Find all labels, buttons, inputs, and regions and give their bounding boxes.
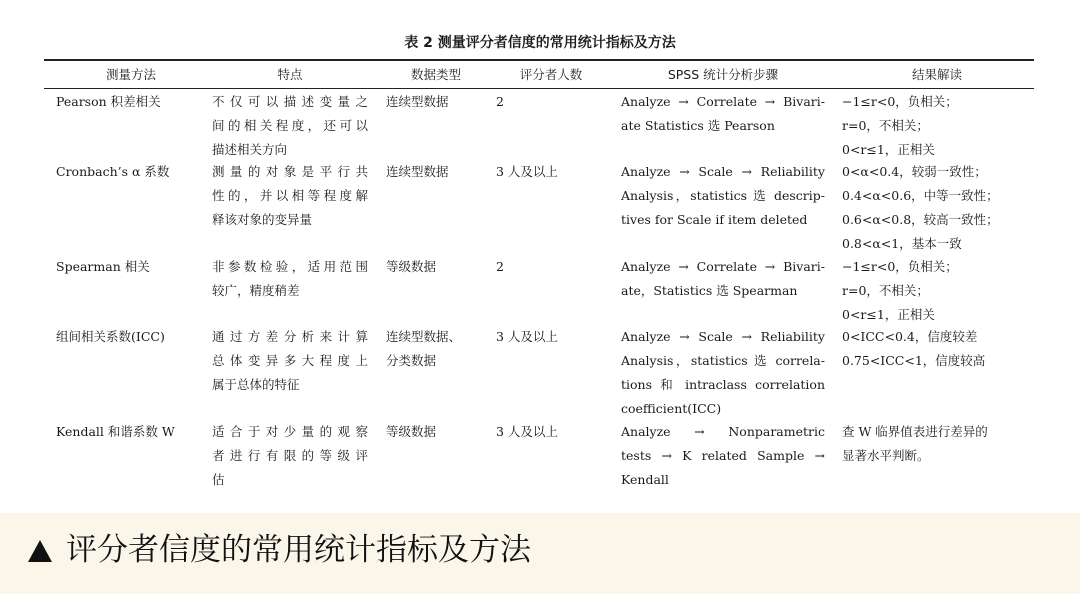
cell-line: 组间相关系数(ICC) [56, 329, 165, 344]
cell-line: 0.75<ICC<1，信度较高 [842, 353, 986, 368]
cell-raters [496, 325, 606, 349]
header-data-type: 数据类型 [410, 67, 461, 82]
cell-spss [621, 90, 825, 138]
cell-line: 者进行有限的等级评 [212, 448, 368, 463]
cell-line: 查 W 临界值表进行差异的 [842, 424, 988, 439]
cell-line: 分类数据 [386, 353, 437, 368]
cell-line: 0.6<α<0.8，较高一致性； [842, 212, 999, 227]
header-method: 测量方法 [105, 67, 156, 82]
cell-line: Kendall 和谐系数 W [56, 424, 175, 439]
cell-line: Analyze → Correlate → Bivari- [621, 94, 825, 109]
cell-line: 显著水平判断。 [842, 448, 930, 463]
cell-line: 较广，精度稍差 [212, 283, 300, 298]
cell-method [56, 90, 206, 114]
cell-line: 3 人及以上 [496, 164, 558, 179]
cell-line: 释该对象的变异量 [212, 212, 313, 227]
cell-line: 总体变异多大程度上 [212, 353, 368, 368]
cell-result [842, 160, 1032, 256]
cell-line: 3 人及以上 [496, 424, 558, 439]
cell-line: 描述相关方向 [212, 142, 288, 157]
cell-result [842, 420, 1032, 468]
cell-line: Analyze → Scale → Reliability [621, 164, 825, 179]
cell-line: 0<r≤1，正相关 [842, 307, 935, 322]
cell-line: r=0，不相关； [842, 283, 929, 298]
cell-line: Analyze → Nonparametric [621, 424, 825, 439]
header-spss-steps: SPSS 统计分析步骤 [667, 67, 779, 82]
cell-line: 连续型数据 [386, 164, 449, 179]
cell-feature [212, 160, 368, 232]
cell-method [56, 420, 206, 444]
cell-line: 连续型数据 [386, 94, 449, 109]
cell-feature [212, 325, 368, 397]
cell-line: 0<α<0.4，较弱一致性； [842, 164, 987, 179]
cell-feature [212, 90, 368, 162]
cell-line: 等级数据 [386, 259, 437, 274]
cell-line: 通过方差分析来计算 [212, 329, 368, 344]
cell-result [842, 90, 1032, 162]
cell-line: 等级数据 [386, 424, 437, 439]
cell-line: 0.4<α<0.6，中等一致性； [842, 188, 999, 203]
cell-line: Pearson 积差相关 [56, 94, 161, 109]
cell-spss [621, 325, 825, 421]
cell-line: 适合于对少量的观察 [212, 424, 368, 439]
cell-line: 0<ICC<0.4，信度较差 [842, 329, 978, 344]
cell-line: 连续型数据、 [386, 329, 462, 344]
cell-line: Analyze → Correlate → Bivari- [621, 259, 825, 274]
cell-line: 0<r≤1，正相关 [842, 142, 935, 157]
cell-data-type [386, 160, 486, 184]
table-top-rule [44, 59, 1034, 61]
cell-line: 0.8<α<1，基本一致 [842, 236, 962, 251]
cell-line: Analyze → Scale → Reliability [621, 329, 825, 344]
cell-line: 属于总体的特征 [212, 377, 300, 392]
cell-line: −1≤r<0，负相关； [842, 259, 958, 274]
caption-text: 评分者信度的常用统计指标及方法 [66, 532, 531, 568]
cell-raters [496, 90, 606, 114]
cell-spss [621, 255, 825, 303]
cell-line: 2 [496, 94, 504, 109]
cell-feature [212, 255, 368, 303]
cell-line: 2 [496, 259, 504, 274]
cell-line: 性的，并以相等程度解 [212, 188, 368, 203]
cell-line: Spearman 相关 [56, 259, 150, 274]
cell-line: ate Statistics 选 Pearson [621, 118, 775, 133]
cell-method [56, 255, 206, 279]
cell-line: 非参数检验，适用范围 [212, 259, 368, 274]
cell-line: 测量的对象是平行共 [212, 164, 368, 179]
cell-data-type [386, 420, 486, 444]
cell-line: Cronbach’s α 系数 [56, 164, 170, 179]
cell-raters [496, 255, 606, 279]
cell-line: tives for Scale if item deleted [621, 212, 808, 227]
table-title: 表 2 测量评分者信度的常用统计指标及方法 [404, 35, 676, 51]
cell-result [842, 325, 1032, 373]
cell-line: 3 人及以上 [496, 329, 558, 344]
cell-method [56, 325, 206, 349]
cell-line: −1≤r<0，负相关； [842, 94, 958, 109]
cell-line: ate，Statistics 选 Spearman [621, 283, 798, 298]
cell-line: r=0，不相关； [842, 118, 929, 133]
cell-method [56, 160, 206, 184]
cell-line: tions 和 intraclass correlation [621, 377, 825, 392]
cell-feature [212, 420, 368, 492]
cell-line: tests → K related Sample → [621, 448, 825, 463]
header-feature: 特点 [277, 67, 303, 82]
cell-raters [496, 160, 606, 184]
cell-line: 不仅可以描述变量之 [212, 94, 368, 109]
cell-line: Kendall [621, 472, 669, 487]
cell-result [842, 255, 1032, 327]
cell-line: coefficient(ICC) [621, 401, 722, 416]
header-result: 结果解读 [911, 67, 962, 82]
triangle-up-icon [28, 540, 52, 562]
cell-spss [621, 420, 825, 492]
cell-line: 估 [212, 472, 225, 487]
table-header-rule [44, 88, 1034, 89]
cell-raters [496, 420, 606, 444]
cell-line: Analysis，statistics 选 correla- [621, 353, 825, 368]
cell-spss [621, 160, 825, 232]
cell-line: 间的相关程度，还可以 [212, 118, 368, 133]
cell-data-type [386, 255, 486, 279]
cell-line: Analysis，statistics 选 descrip- [621, 188, 825, 203]
cell-data-type [386, 325, 486, 373]
header-raters: 评分者人数 [519, 67, 583, 82]
cell-data-type [386, 90, 486, 114]
